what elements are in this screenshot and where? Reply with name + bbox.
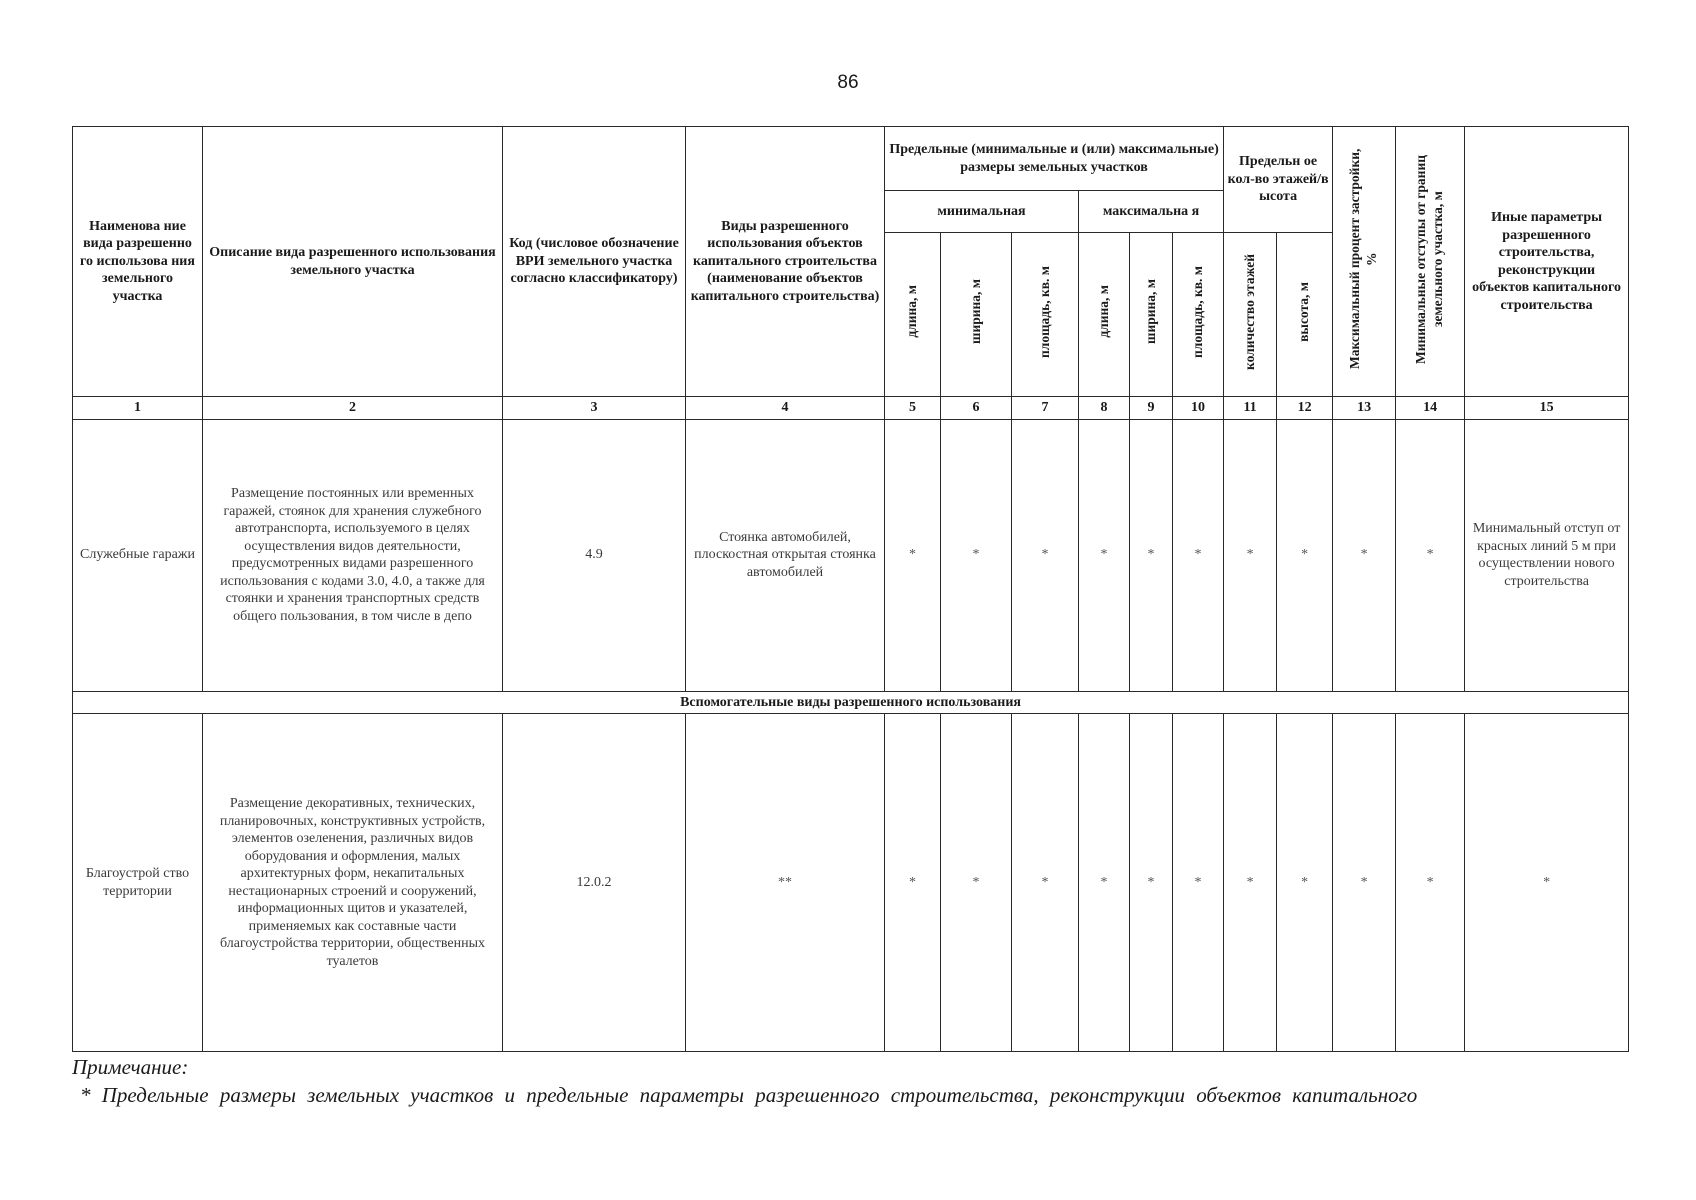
- col-number: 14: [1396, 397, 1465, 420]
- cell-min-width: *: [941, 714, 1012, 1052]
- col-number: 5: [885, 397, 941, 420]
- row-name: Благоустрой ство территории: [73, 714, 203, 1052]
- row-code: 12.0.2: [503, 714, 686, 1052]
- cell-max-length: *: [1079, 419, 1130, 691]
- cell-floors: *: [1224, 419, 1277, 691]
- header-floors: количество этажей: [1224, 233, 1277, 397]
- header-sizes-group: Предельные (минимальные и (или) максимальные) размеры земельных участков: [885, 127, 1224, 191]
- col-number: 13: [1333, 397, 1396, 420]
- cell-floors: *: [1224, 714, 1277, 1052]
- col-number: 2: [203, 397, 503, 420]
- note-text: * Предельные размеры земельных участков и предельные параметры разрешенного строительства, реконструкции объектов капитального: [80, 1083, 1418, 1107]
- header-min-area: площадь, кв. м: [1012, 233, 1079, 397]
- header-col3: Код (числовое обозначение ВРИ земельного участка согласно классификатору): [503, 127, 686, 397]
- cell-min-setback: *: [1396, 419, 1465, 691]
- page-number: 86: [837, 72, 859, 93]
- cell-min-area: *: [1012, 714, 1079, 1052]
- cell-min-length: *: [885, 714, 941, 1052]
- regulations-table: [72, 126, 1629, 1052]
- header-col13: Максимальный процент застройки, %: [1333, 127, 1396, 397]
- header-floors-group: Предельн ое кол-во этажей/в ысота: [1224, 127, 1333, 233]
- col-number: 15: [1465, 397, 1629, 420]
- header-min-width: ширина, м: [941, 233, 1012, 397]
- section-title: Вспомогательные виды разрешенного использования: [73, 691, 1629, 714]
- cell-max-width: *: [1130, 714, 1173, 1052]
- cell-other-params: *: [1465, 714, 1629, 1052]
- col-number: 1: [73, 397, 203, 420]
- col-number: 8: [1079, 397, 1130, 420]
- col-number: 6: [941, 397, 1012, 420]
- header-max-area: площадь, кв. м: [1173, 233, 1224, 397]
- col-number: 11: [1224, 397, 1277, 420]
- cell-max-percent: *: [1333, 419, 1396, 691]
- cell-max-width: *: [1130, 419, 1173, 691]
- cell-max-length: *: [1079, 714, 1130, 1052]
- col-number: 9: [1130, 397, 1173, 420]
- header-max-length: длина, м: [1079, 233, 1130, 397]
- cell-min-setback: *: [1396, 714, 1465, 1052]
- col-number: 12: [1277, 397, 1333, 420]
- header-min-length: длина, м: [885, 233, 941, 397]
- header-row-1: [73, 127, 1629, 191]
- col-number: 4: [686, 397, 885, 420]
- col-number: 10: [1173, 397, 1224, 420]
- header-col14: Минимальные отступы от границ земельного участка, м: [1396, 127, 1465, 397]
- row-description: Размещение декоративных, технических, планировочных, конструктивных устройств, элементов озеленения, различных видов оборудования и оформления, малых архитектурных форм, некапитальных нестационарных строений и сооружений, информационных щитов и указателей, применяемых как составные части благоустройства территории, общественных туалетов: [203, 714, 503, 1052]
- cell-max-area: *: [1173, 714, 1224, 1052]
- cell-max-area: *: [1173, 419, 1224, 691]
- row-description: Размещение постоянных или временных гаражей, стоянок для хранения служебного автотранспорта, используемого в целях осуществления видов деятельности, предусмотренных видами разрешенного использования с кодами 3.0, 4.0, а также для стоянки и хранения транспортных средств общего пользования, в том числе в депо: [203, 419, 503, 691]
- table-row: [73, 714, 1629, 1052]
- col-number: 3: [503, 397, 686, 420]
- row-code: 4.9: [503, 419, 686, 691]
- col-number: 7: [1012, 397, 1079, 420]
- cell-min-width: *: [941, 419, 1012, 691]
- header-col4: Виды разрешенного использования объектов капитального строительства (наименование объектов капитального строительства): [686, 127, 885, 397]
- column-numbers-row: [73, 397, 1629, 420]
- row-name: Служебные гаражи: [73, 419, 203, 691]
- cell-max-percent: *: [1333, 714, 1396, 1052]
- note-title: Примечание:: [72, 1055, 189, 1079]
- header-max: максимальна я: [1079, 191, 1224, 233]
- header-col15: Иные параметры разрешенного строительства, реконструкции объектов капитального строительства: [1465, 127, 1629, 397]
- row-objects: Стоянка автомобилей, плоскостная открытая стоянка автомобилей: [686, 419, 885, 691]
- cell-min-length: *: [885, 419, 941, 691]
- header-min: минимальная: [885, 191, 1079, 233]
- header-height: высота, м: [1277, 233, 1333, 397]
- cell-height: *: [1277, 714, 1333, 1052]
- cell-min-area: *: [1012, 419, 1079, 691]
- section-row: [73, 691, 1629, 714]
- header-col1: Наименова ние вида разрешенно го использова ния земельного участка: [73, 127, 203, 397]
- row-objects: **: [686, 714, 885, 1052]
- header-max-width: ширина, м: [1130, 233, 1173, 397]
- header-col2: Описание вида разрешенного использования земельного участка: [203, 127, 503, 397]
- cell-other-params: Минимальный отступ от красных линий 5 м при осуществлении нового строительства: [1465, 419, 1629, 691]
- cell-height: *: [1277, 419, 1333, 691]
- table-row: [73, 419, 1629, 691]
